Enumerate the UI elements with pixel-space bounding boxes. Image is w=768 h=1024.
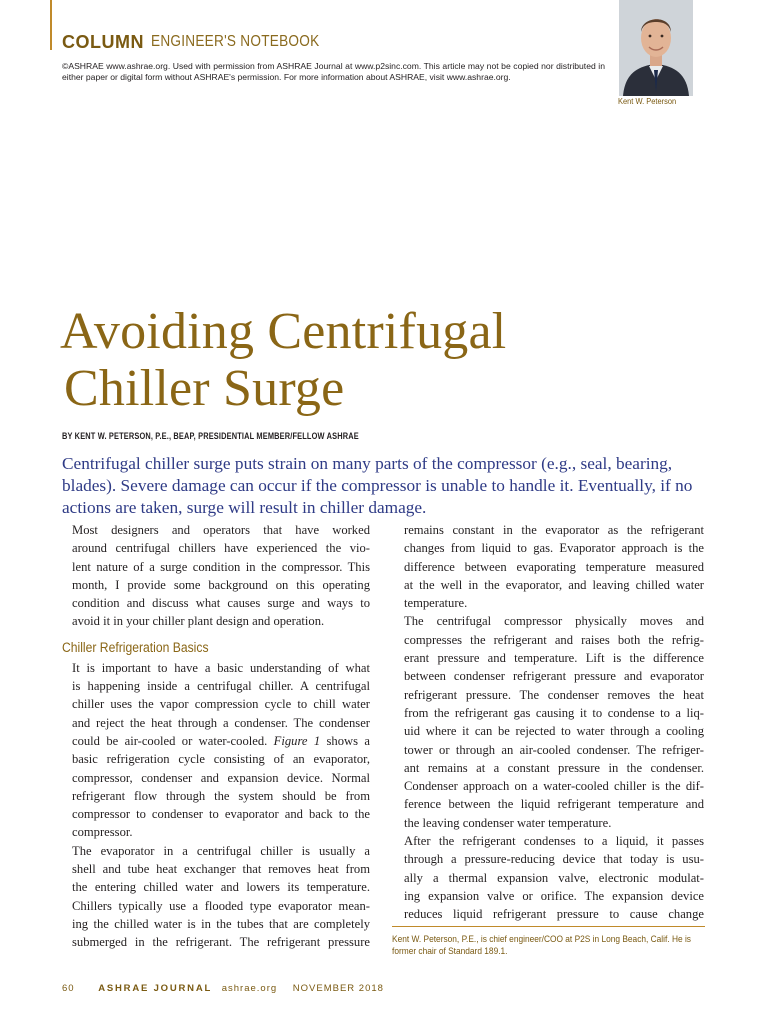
text-line: ing the chilled water is in the tubes that are completely xyxy=(72,916,370,931)
byline: BY KENT W. PETERSON, P.E., BEAP, PRESIDENTIAL MEMBER/FELLOW ASHRAE xyxy=(62,431,359,442)
text-line: compressor, condenser and expansion device. Normal xyxy=(72,770,370,785)
author-portrait-image xyxy=(619,0,693,96)
paragraph-evaporator-cont xyxy=(394,521,704,612)
text-line: ference between the liquid refrigerant temperature and xyxy=(404,797,704,812)
section-heading: Chiller Refrigeration Basics xyxy=(62,639,209,655)
text-line: temperature. xyxy=(404,596,468,611)
paragraph-basics xyxy=(62,659,370,842)
text-line: It is important to have a basic understanding of what xyxy=(72,660,370,675)
text-line: is happening inside a centrifugal chiller. A centrifugal xyxy=(72,679,370,694)
site-url[interactable]: ashrae.org xyxy=(221,983,278,994)
text-line: tower or through an air-cooled condenser. The refriger- xyxy=(404,742,704,757)
author-bio: Kent W. Peterson, P.E., is chief engineer/COO at P2S in Long Beach, Calif. He is former chair of Standard 189.1. xyxy=(392,933,691,957)
page-footer xyxy=(62,983,384,994)
text-line: lent nature of a surge condition in the compressor. This xyxy=(72,559,370,574)
text-line: compresses the refrigerant and raises both the refrig- xyxy=(404,632,704,647)
text-line: compressor. xyxy=(72,825,133,840)
text-line: chiller uses the vapor compression cycle to chill water xyxy=(72,697,370,712)
text-line: The centrifugal compressor physically moves and xyxy=(404,614,704,629)
text-line: from the refrigerant gas causing it to condense to a liq- xyxy=(404,705,704,720)
text-line: basic refrigeration cycle consisting of an evaporator, xyxy=(72,752,370,767)
header-rule xyxy=(50,0,52,50)
column-name: ENGINEER'S NOTEBOOK xyxy=(151,33,320,50)
column-label: COLUMN xyxy=(62,32,144,52)
text-line: The evaporator in a centrifugal chiller is usually a xyxy=(72,843,370,858)
text-line: and reject the heat through a condenser. The condenser xyxy=(72,715,370,730)
text-line: through a pressure-reducing device that today is usu- xyxy=(404,852,704,867)
text-line: compressor to condenser to evaporator and back to the xyxy=(72,807,370,822)
text-line: After the refrigerant condenses to a liquid, it passes xyxy=(404,834,704,849)
text-line: refrigerant pressure. The condenser removes the heat xyxy=(404,687,704,702)
text-fragment: shows a xyxy=(320,733,370,748)
text-line: around centrifugal chillers have experienced the vio- xyxy=(72,541,370,556)
body-column-left xyxy=(62,521,370,952)
text-line: shell and tube heat exchanger that removes heat from xyxy=(72,862,370,877)
article-title xyxy=(60,303,710,417)
figure-1-link[interactable]: Figure 1 xyxy=(273,733,321,748)
text-line: erant pressure and temperature. Lift is the difference xyxy=(404,651,704,666)
text-line: at the well in the evaporator, and leaving chilled water xyxy=(404,577,704,592)
paragraph-expansion xyxy=(394,832,704,923)
paragraph-intro xyxy=(62,521,370,631)
publication-name: ASHRAE JOURNAL xyxy=(98,983,213,994)
page-number: 60 xyxy=(62,983,75,994)
text-line: changes from liquid to gas. Evaporator approach is the xyxy=(404,541,704,556)
text-line: the leaving condenser water temperature. xyxy=(404,815,612,830)
issue-date: NOVEMBER 2018 xyxy=(292,983,384,994)
body-column-right xyxy=(394,521,704,924)
author-photo-caption: Kent W. Peterson xyxy=(618,96,677,106)
lede: Centrifugal chiller surge puts strain on many parts of the compressor (e.g., seal, bearing, blades). Severe damage can occur if the compressor is unable to handle it. Eventually, if no actions are taken, surge will result in chiller damage. xyxy=(62,454,693,517)
text-line: difference between evaporating temperature measured xyxy=(404,559,704,574)
text-line: ing expansion valve or orifice. The expansion device xyxy=(404,888,704,903)
text-line: the entering chilled water and lowers its temperature. xyxy=(72,880,370,895)
text-line: ally a thermal expansion valve, electronic modulat- xyxy=(404,870,704,885)
text-line: avoid it in your chiller plant design and operation. xyxy=(72,614,325,629)
text-line: submerged in the refrigerant. The refrigerant pressure xyxy=(72,935,370,950)
title-line-1: Avoiding Centrifugal xyxy=(60,303,507,360)
text-line: ant remains at a constant pressure in the condenser. xyxy=(404,760,704,775)
author-photo xyxy=(619,0,693,96)
text-line: month, I provide some background on this operating xyxy=(72,577,370,592)
text-line: Most designers and operators that have worked xyxy=(72,523,370,537)
text-line: reduces liquid refrigerant pressure to cause change xyxy=(404,907,704,922)
text-line: Condenser approach on a water-cooled chiller is the dif- xyxy=(404,779,704,794)
text-line: Chillers typically use a flooded type evaporator mean- xyxy=(72,898,370,913)
text-line-figure-ref xyxy=(62,732,370,750)
text-line: condition and discuss what causes surge and ways to xyxy=(72,596,370,611)
paragraph-evaporator xyxy=(62,842,370,952)
title-line-2: Chiller Surge xyxy=(64,360,345,417)
text-line: refrigerant flow through the system should be from xyxy=(72,788,370,803)
text-line: between condenser refrigerant pressure and evaporator xyxy=(404,669,704,684)
text-line: remains constant in the evaporator as the refrigerant xyxy=(404,523,704,537)
copyright-notice: ©ASHRAE www.ashrae.org. Used with permission from ASHRAE Journal at www.p2sinc.com. This article may not be copied nor distributed in either paper or digital form without ASHRAE's permission. For more information about ASHRAE, visit www.ashrae.org. xyxy=(62,61,605,82)
bio-divider xyxy=(392,926,705,927)
text-fragment: could be air-cooled or water-cooled. xyxy=(72,733,274,748)
paragraph-compressor xyxy=(394,612,704,832)
text-line: uid where it can be rejected to water through a cooling xyxy=(404,724,704,739)
